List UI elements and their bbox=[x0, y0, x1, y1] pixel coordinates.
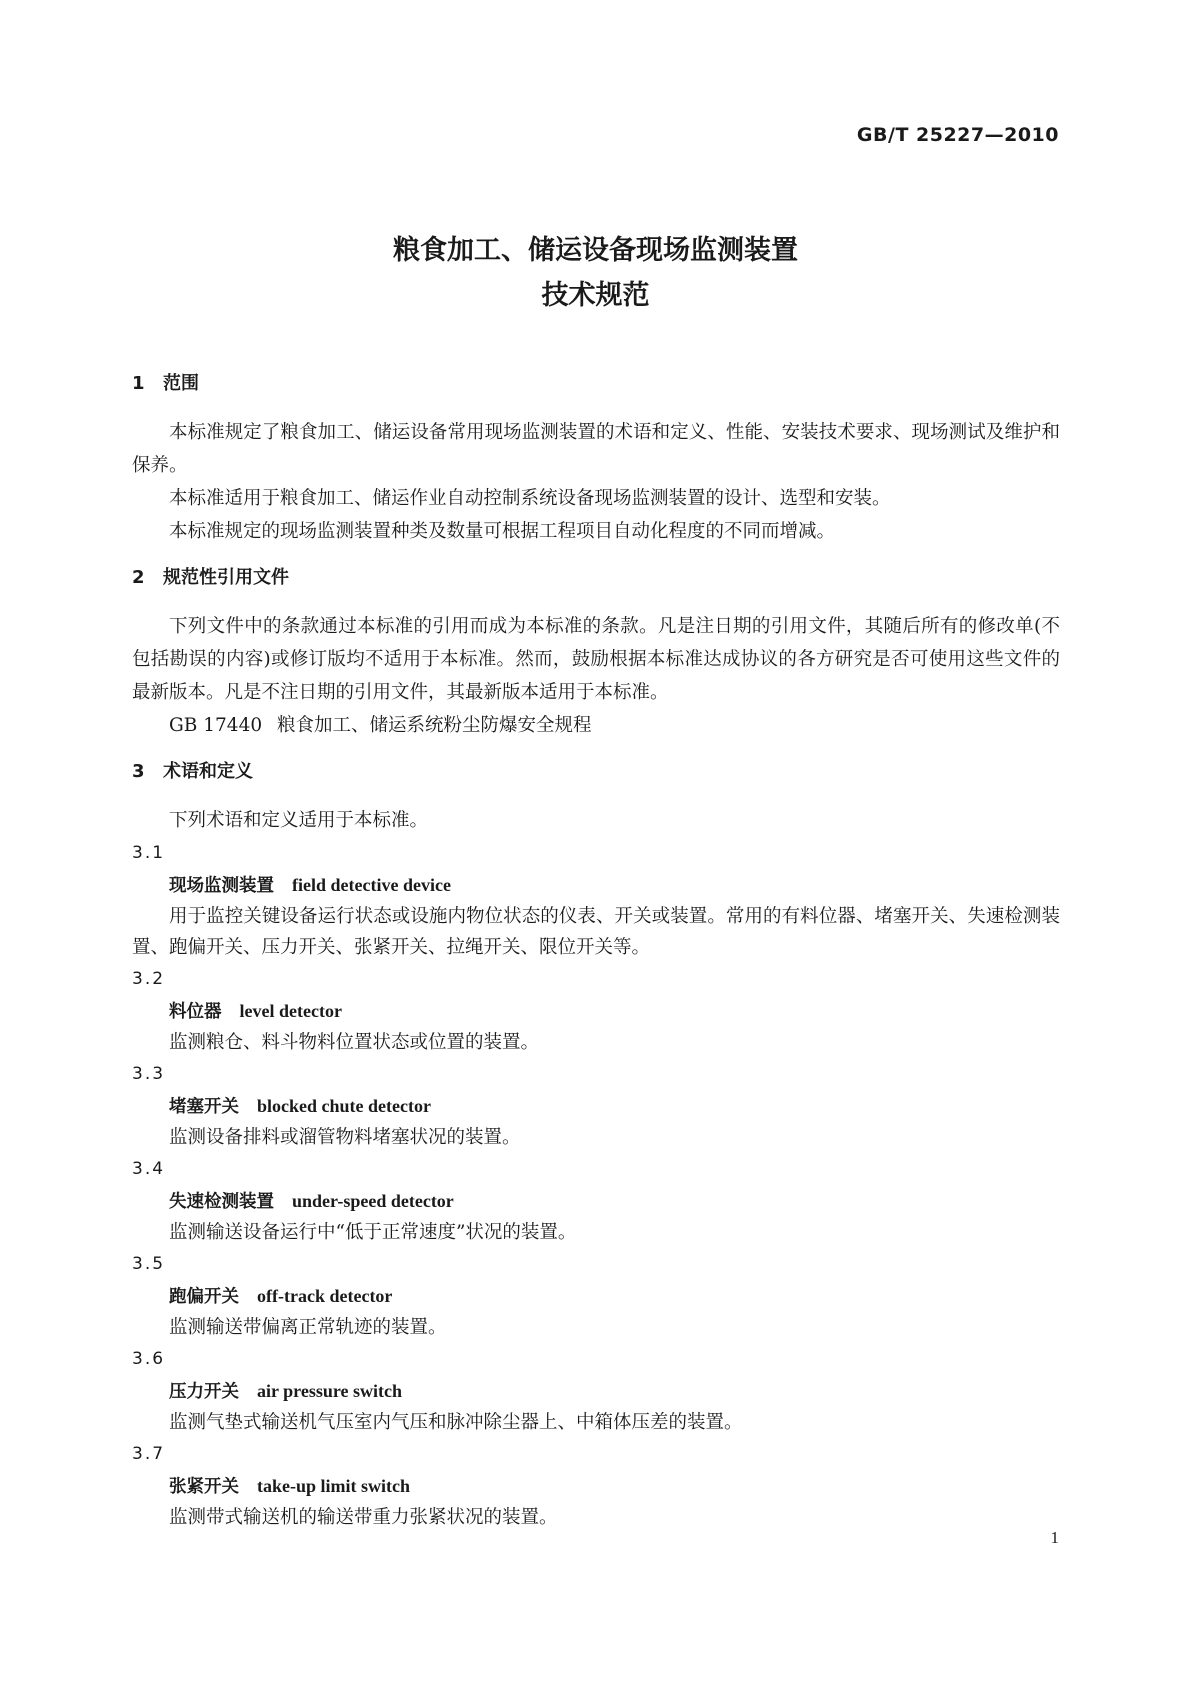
term-entry bbox=[132, 1153, 1060, 1248]
title-line-1: 粮食加工、储运设备现场监测装置 bbox=[393, 235, 798, 266]
term-en: level detector bbox=[239, 1001, 342, 1021]
term-entry bbox=[132, 1248, 1060, 1343]
term-zh: 现场监测装置 bbox=[169, 876, 274, 896]
term-en: under-speed detector bbox=[292, 1191, 454, 1211]
term-zh: 跑偏开关 bbox=[169, 1287, 239, 1307]
page-number: 1 bbox=[1050, 1528, 1059, 1547]
term-zh: 料位器 bbox=[169, 1002, 222, 1022]
term-number: 3.6 bbox=[132, 1349, 166, 1369]
document-title bbox=[0, 228, 1191, 318]
title-line-2: 技术规范 bbox=[541, 280, 650, 311]
term-name bbox=[132, 1280, 1060, 1312]
reference-title: 粮食加工、储运系统粉尘防爆安全规程 bbox=[277, 715, 592, 736]
term-number: 3.1 bbox=[132, 843, 166, 863]
term-entry bbox=[132, 1058, 1060, 1153]
term-definition: 用于监控关键设备运行状态或设施内物位状态的仪表、开关或装置。常用的有料位器、堵塞开关、失速检测装置、跑偏开关、压力开关、张紧开关、拉绳开关、限位开关等。 bbox=[132, 906, 1060, 958]
term-zh: 失速检测装置 bbox=[169, 1192, 274, 1212]
term-number: 3.7 bbox=[132, 1444, 166, 1464]
term-name bbox=[132, 1375, 1060, 1407]
term-definition: 监测气垫式输送机气压室内气压和脉冲除尘器上、中箱体压差的装置。 bbox=[169, 1412, 743, 1433]
term-entry bbox=[132, 1438, 1060, 1533]
term-en: air pressure switch bbox=[257, 1381, 403, 1401]
standard-code: GB/T 25227—2010 bbox=[856, 124, 1059, 146]
section-2-heading bbox=[132, 562, 1060, 594]
term-zh: 堵塞开关 bbox=[169, 1097, 239, 1117]
term-name bbox=[132, 995, 1060, 1027]
section-3-heading bbox=[132, 756, 1060, 788]
term-number: 3.3 bbox=[132, 1064, 166, 1084]
term-en: take-up limit switch bbox=[257, 1476, 410, 1496]
document-body bbox=[132, 368, 1060, 1533]
section-1-heading bbox=[132, 368, 1060, 400]
normative-reference bbox=[132, 709, 1060, 742]
term-definition: 监测粮仓、料斗物料位置状态或位置的装置。 bbox=[169, 1032, 540, 1053]
term-en: blocked chute detector bbox=[257, 1096, 431, 1116]
term-definition: 监测带式输送机的输送带重力张紧状况的装置。 bbox=[169, 1507, 558, 1528]
section-number: 3 bbox=[132, 761, 145, 782]
term-zh: 压力开关 bbox=[169, 1382, 239, 1402]
term-name bbox=[132, 1185, 1060, 1217]
term-zh: 张紧开关 bbox=[169, 1477, 239, 1497]
term-entry bbox=[132, 1343, 1060, 1438]
section-title: 范围 bbox=[163, 373, 199, 394]
term-definition: 监测设备排料或溜管物料堵塞状况的装置。 bbox=[169, 1127, 521, 1148]
term-definition: 监测输送带偏离正常轨迹的装置。 bbox=[169, 1317, 447, 1338]
term-entry bbox=[132, 837, 1060, 963]
section-title: 术语和定义 bbox=[163, 761, 253, 782]
term-number: 3.4 bbox=[132, 1159, 166, 1179]
paragraph: 下列文件中的条款通过本标准的引用而成为本标准的条款。凡是注日期的引用文件，其随后所有的修改单(不包括勘误的内容)或修订版均不适用于本标准。然而，鼓励根据本标准达成协议的各方研究是否可使用这些文件的最新版本。凡是不注日期的引用文件，其最新版本适用于本标准。 bbox=[132, 616, 1060, 703]
term-number: 3.2 bbox=[132, 969, 166, 989]
term-definition: 监测输送设备运行中“低于正常速度”状况的装置。 bbox=[169, 1222, 577, 1243]
term-entry bbox=[132, 963, 1060, 1058]
term-en: field detective device bbox=[292, 875, 451, 895]
term-en: off-track detector bbox=[257, 1286, 393, 1306]
term-name bbox=[132, 869, 1060, 901]
paragraph: 下列术语和定义适用于本标准。 bbox=[169, 810, 429, 831]
term-number: 3.5 bbox=[132, 1254, 166, 1274]
section-number: 2 bbox=[132, 567, 145, 588]
section-number: 1 bbox=[132, 373, 145, 394]
paragraph: 本标准规定的现场监测装置种类及数量可根据工程项目自动化程度的不同而增减。 bbox=[169, 521, 836, 542]
section-title: 规范性引用文件 bbox=[163, 567, 289, 588]
term-name bbox=[132, 1090, 1060, 1122]
paragraph: 本标准规定了粮食加工、储运设备常用现场监测装置的术语和定义、性能、安装技术要求、现场测试及维护和保养。 bbox=[132, 422, 1060, 476]
term-name bbox=[132, 1470, 1060, 1502]
reference-code: GB 17440 bbox=[169, 715, 263, 736]
paragraph: 本标准适用于粮食加工、储运作业自动控制系统设备现场监测装置的设计、选型和安装。 bbox=[169, 488, 891, 509]
